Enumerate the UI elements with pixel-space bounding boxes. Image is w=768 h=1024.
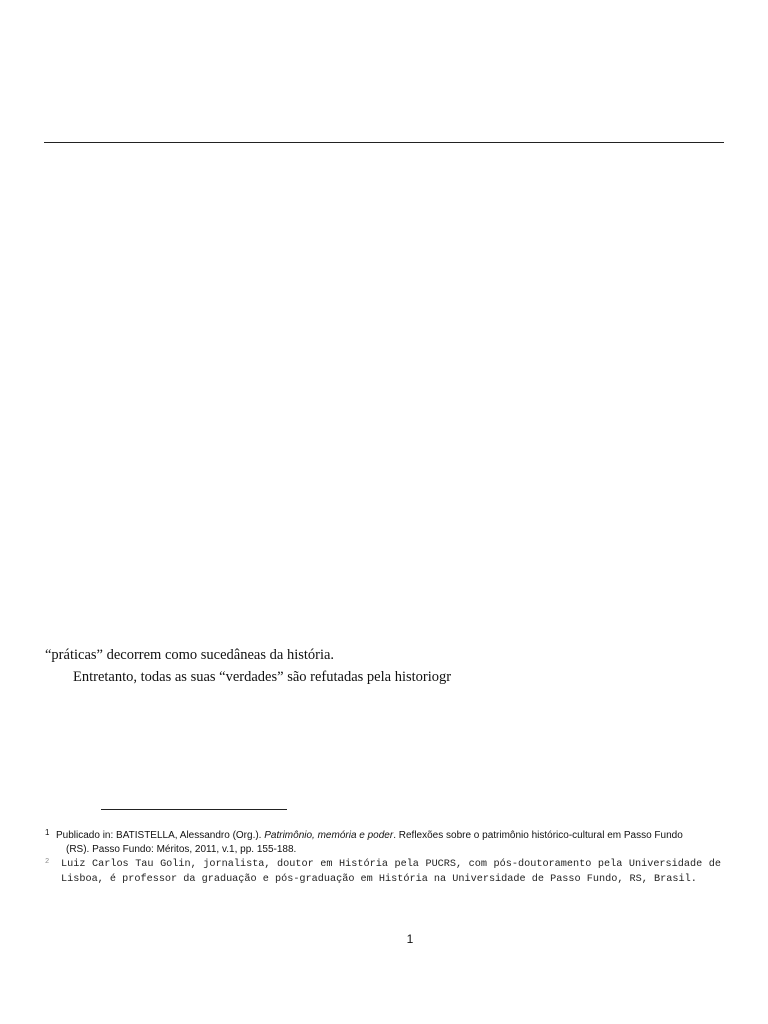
footnote-2-text: Luiz Carlos Tau Golin, jornalista, doutor em História pela PUCRS, com pós-doutoramento pela Universidade de Lisboa, é professor da graduação e pós-graduação em História na Universidade de Passo Fundo, RS, Brasil. xyxy=(61,859,721,885)
body-text-line-2: Entretanto, todas as suas “verdades” são refutadas pela historiogr xyxy=(73,669,452,685)
footnote-1-mark: 1 xyxy=(45,828,50,837)
footnote-1-prefix: Publicado in: BATISTELLA, Alessandro (Org.). xyxy=(56,830,265,841)
footnote-2-mark: 2 xyxy=(45,858,50,866)
footnote-1-line-2: (RS). Passo Fundo: Méritos, 2011, v.1, pp. 155-188. xyxy=(66,844,297,855)
page-number: 1 xyxy=(406,932,414,946)
body-text-line-1: “práticas” decorrem como sucedâneas da história. xyxy=(45,647,335,663)
header-rule xyxy=(44,142,724,143)
footnote-separator xyxy=(101,809,287,810)
footnote-1-line-1 xyxy=(56,829,683,843)
footnote-1-title: Patrimônio, memória e poder xyxy=(264,830,394,841)
footnote-1-suffix: . Reflexões sobre o patrimônio histórico-cultural em Passo Fundo xyxy=(393,830,683,841)
